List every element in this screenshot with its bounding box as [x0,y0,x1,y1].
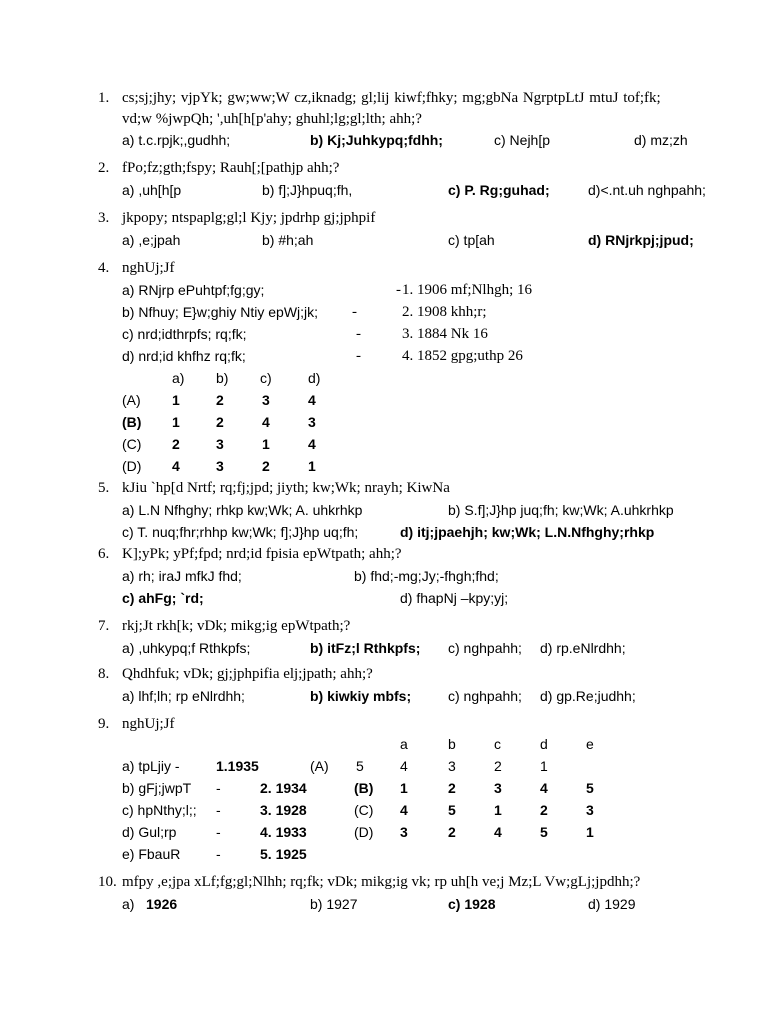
option-value: 3 [308,414,316,430]
match-left: a) tpLjiy - [122,758,180,774]
option-a: a) L.N Nfhghy; rhkp kw;Wk; A. uhkrhkp [122,502,363,518]
option-value: 4 [172,458,180,474]
question-number: 1. [98,90,110,106]
question-number: 6. [98,546,110,562]
option-value: 3 [448,758,456,774]
option-b: b) Kj;Juhkypq;fdhh; [310,132,443,148]
match-dash: - [396,282,401,298]
col-header: a) [172,370,185,386]
question-number: 10. [98,874,117,890]
question-number: 3. [98,210,110,226]
option-value: 3 [262,392,270,408]
option-label: (A) [310,758,329,774]
match-right: 5. 1925 [260,846,307,862]
match-dash: - [216,780,221,796]
option-b: b) #h;ah [262,232,314,248]
match-dash: - [356,326,361,342]
col-header: c) [260,370,272,386]
option-label: (D) [354,824,374,840]
option-value: 1 [586,824,594,840]
question-number: 5. [98,480,110,496]
option-label: (B) [122,414,142,430]
option-value: 4 [308,392,316,408]
option-d: d) itj;jpaehjh; kw;Wk; L.N.Nfhghy;rhkp [400,524,655,540]
option-value: 5 [540,824,548,840]
match-left: c) nrd;idthrpfs; rq;fk; [122,326,247,342]
match-right: 3. 1884 Nk 16 [402,326,488,342]
option-value: 5 [586,780,594,796]
option-value: 4 [308,436,316,452]
option-value: 1 [540,758,548,774]
match-left: d) Gul;rp [122,824,177,840]
option-value: 5 [356,758,364,774]
option-b: b) kiwkiy mbfs; [310,688,412,704]
option-b: b) 1927 [310,896,358,912]
question-text: nghUj;Jf [122,716,175,732]
option-value: 3 [216,436,224,452]
option-c: c) ahFg; `rd; [122,590,204,606]
option-b: b) S.f];J}hp juq;fh; kw;Wk; A.uhkrhkp [448,502,674,518]
col-header: b) [216,370,229,386]
match-dash: - [216,824,221,840]
match-left: a) RNjrp ePuhtpf;fg;gy; [122,282,265,298]
option-b: b) f];J}hpuq;fh, [262,182,353,198]
option-label: (B) [354,780,374,796]
option-d: d) gp.Re;judhh; [540,688,636,704]
option-b: b) itFz;l Rthkpfs; [310,640,421,656]
option-label: (A) [122,392,141,408]
col-header: b [448,736,456,752]
match-right: 2. 1934 [260,780,307,796]
match-left: d) nrd;id khfhz rq;fk; [122,348,246,364]
option-value: 1 [308,458,316,474]
question-text: Qhdhfuk; vDk; gj;jphpifia elj;jpath; ahh;? [122,666,373,682]
question-text: rkj;Jt rkh[k; vDk; mikg;ig epWtpath;? [122,618,351,634]
match-left: b) Nfhuy; E}w;ghiy Ntiy epWj;jk; [122,304,319,320]
question-text: K];yPk; yPf;fpd; nrd;id fpisia epWtpath; ahh;? [122,546,402,562]
option-value: 1 [400,780,408,796]
option-d: d) rp.eNlrdhh; [540,640,626,656]
option-value: 3 [216,458,224,474]
question-number: 4. [98,260,110,276]
option-a: a) lhf;lh; rp eNlrdhh; [122,688,245,704]
question-text: kJiu `hp[d Nrtf; rq;fj;jpd; jiyth; kw;Wk; nrayh; KiwNa [122,480,450,496]
option-d: d) RNjrkpj;jpud; [588,232,694,248]
option-value: 1 [494,802,502,818]
option-c: c) nghpahh; [448,688,522,704]
col-header: d) [308,370,321,386]
option-value: 2 [448,824,456,840]
option-value: 2 [540,802,548,818]
question-number: 7. [98,618,110,634]
match-left: c) hpNthy;l;; [122,802,197,818]
option-value: 4 [400,802,408,818]
option-value: 2 [172,436,180,452]
match-right: 1.1935 [216,758,259,774]
option-d: d) mz;zh [634,132,688,148]
match-right: 1. 1906 mf;Nlhgh; 16 [402,282,532,298]
option-a: a) rh; iraJ mfkJ fhd; [122,568,242,584]
option-value: 1 [262,436,270,452]
option-value: 4 [400,758,408,774]
option-value: 2 [216,392,224,408]
option-value: 3 [586,802,594,818]
match-dash: - [356,348,361,364]
option-d: d)<.nt.uh nghpahh; [588,182,706,198]
option-value: 2 [216,414,224,430]
option-c: c) Nejh[p [494,132,551,148]
option-a: a) t.c.rpjk;,gudhh; [122,132,231,148]
option-c: c) tp[ah [448,232,495,248]
match-right: 4. 1852 gpg;uthp 26 [402,348,523,364]
match-left: e) FbauR [122,846,181,862]
option-c: c) P. Rg;guhad; [448,182,550,198]
option-label: (C) [354,802,374,818]
option-c: c) nghpahh; [448,640,522,656]
match-right: 4. 1933 [260,824,307,840]
option-a: a) ,uh[h[p [122,182,182,198]
option-d: d) fhapNj –kpy;yj; [400,590,509,606]
question-text: fPo;fz;gth;fspy; Rauh[;[pathjp ahh;? [122,160,340,176]
option-a: a) ,uhkypq;f Rthkpfs; [122,640,251,656]
option-value: 1 [172,414,180,430]
question-number: 9. [98,716,110,732]
option-c: c) 1928 [448,896,496,912]
question-text: mfpy ,e;jpa xLf;fg;gl;Nlhh; rq;fk; vDk; mikg;ig vk; rp uh[h ve;j Mz;L Vw;gLj;jpdhh;? [122,874,641,890]
option-value: 2 [262,458,270,474]
question-text-cont: vd;w %jwpQh; ',uh[h[p'ahy; ghuhl;lg;gl;lth; ahh;? [122,111,422,127]
option-a: a) ,e;jpah [122,232,181,248]
match-dash: - [216,846,221,862]
col-header: a [400,736,408,752]
option-value: 1 [172,392,180,408]
option-value: 3 [494,780,502,796]
question-text: nghUj;Jf [122,260,175,276]
option-value: 3 [400,824,408,840]
option-value: 4 [262,414,270,430]
question-number: 2. [98,160,110,176]
col-header: d [540,736,548,752]
match-right: 3. 1928 [260,802,307,818]
col-header: c [494,736,501,752]
question-text: cs;sj;jhy; vjpYk; gw;ww;W cz,iknadg; gl;lij kiwf;fhky; mg;gbNa NgrptpLtJ mtuJ tof;fk; [122,90,661,106]
match-right: 2. 1908 khh;r; [402,304,487,320]
match-dash: - [216,802,221,818]
match-left: b) gFj;jwpT [122,780,192,796]
option-b: b) fhd;-mg;Jy;-fhgh;fhd; [354,568,499,584]
option-value: 5 [448,802,456,818]
option-c: c) T. nuq;fhr;rhhp kw;Wk; f];J}hp uq;fh; [122,524,359,540]
option-d: d) 1929 [588,896,636,912]
option-a-prefix: a) [122,896,135,912]
col-header: e [586,736,594,752]
option-value: 2 [448,780,456,796]
question-text: jkpopy; ntspaplg;gl;l Kjy; jpdrhp gj;jphpif [122,210,376,226]
option-value: 4 [540,780,548,796]
option-a: 1926 [146,896,178,912]
option-label: (D) [122,458,142,474]
question-number: 8. [98,666,110,682]
match-dash: - [352,304,357,320]
option-value: 4 [494,824,502,840]
option-label: (C) [122,436,142,452]
option-value: 2 [494,758,502,774]
